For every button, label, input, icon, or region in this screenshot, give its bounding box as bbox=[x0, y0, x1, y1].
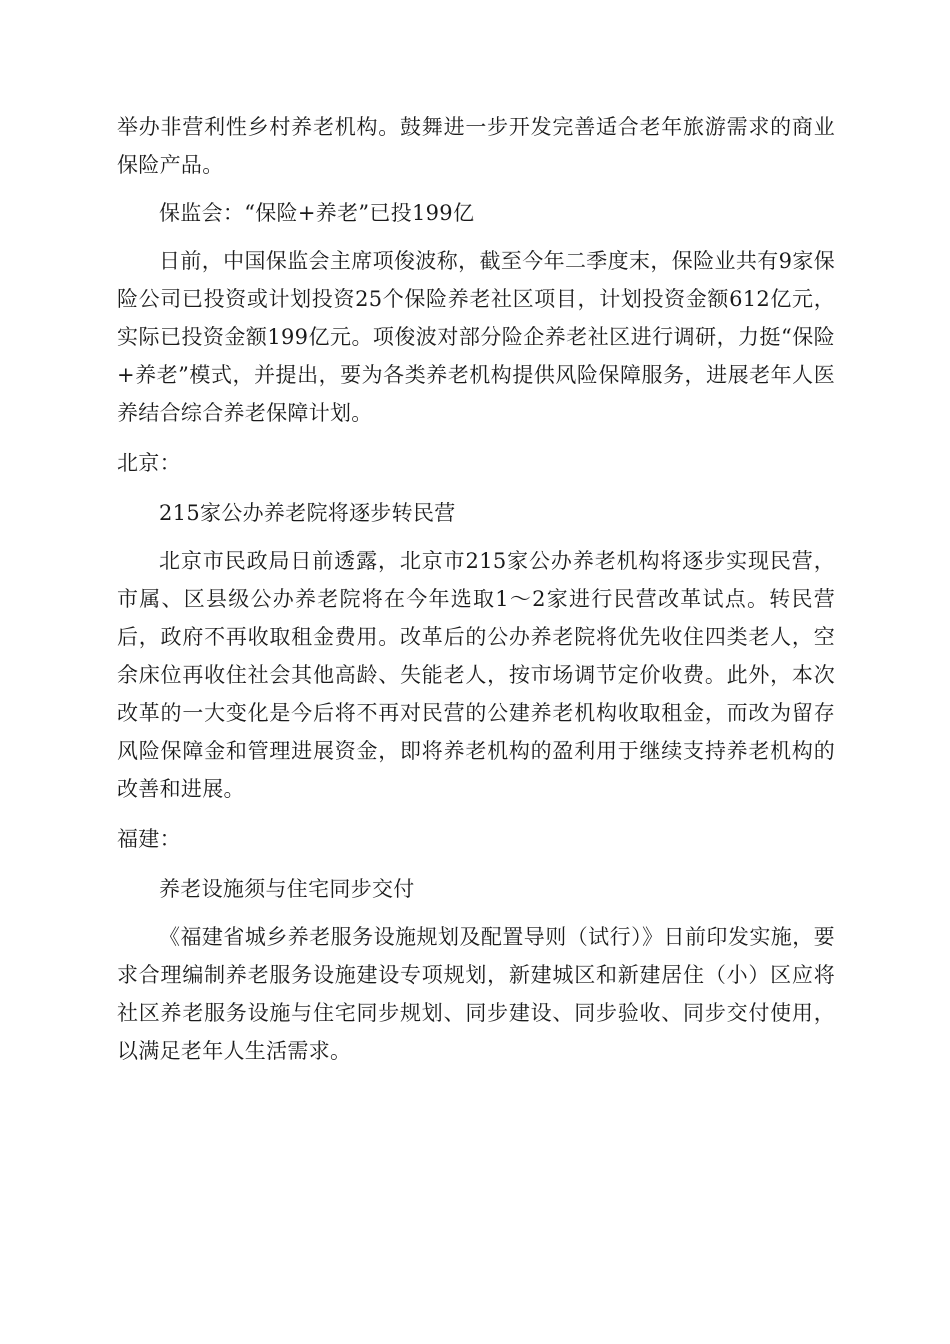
paragraph-continuation: 举办非营利性乡村养老机构。鼓舞进一步开发完善适合老年旅游需求的商业保险产品。 bbox=[117, 115, 835, 177]
paragraph-insurance-pension: 日前，中国保监会主席项俊波称，截至今年二季度末，保险业共有9家保险公司已投资或计划投资25个保险养老社区项目，计划投资金额612亿元，实际已投资金额199亿元。项俊波对部分险企养老社区进行调研，力挺“保险+养老”模式，并提出，要为各类养老机构提供风险保障服务，进展老年人医养结合综合养老保障计划。 bbox=[117, 249, 835, 425]
section-label-fujian: 福建： bbox=[117, 827, 181, 851]
headline-fujian: 养老设施须与住宅同步交付 bbox=[159, 877, 415, 901]
section-label-beijing: 北京： bbox=[117, 451, 181, 475]
paragraph-beijing: 北京市民政局日前透露，北京市215家公办养老机构将逐步实现民营，市属、区县级公办养老院将在今年选取1～2家进行民营改革试点。转民营后，政府不再收取租金费用。改革后的公办养老院将优先收住四类老人，空余床位再收住社会其他高龄、失能老人，按市场调节定价收费。此外，本次改革的一大变化是今后将不再对民营的公建养老机构收取租金，而改为留存风险保障金和管理进展资金，即将养老机构的盈利用于继续支持养老机构的改善和进展。 bbox=[117, 549, 835, 801]
headline-insurance-pension: 保监会：“保险+养老”已投199亿 bbox=[159, 201, 475, 225]
document-body bbox=[117, 108, 835, 1070]
paragraph-fujian: 《福建省城乡养老服务设施规划及配置导则（试行）》日前印发实施，要求合理编制养老服务设施建设专项规划，新建城区和新建居住（小）区应将社区养老服务设施与住宅同步规划、同步建设、同步验收、同步交付使用，以满足老年人生活需求。 bbox=[117, 925, 835, 1063]
headline-beijing: 215家公办养老院将逐步转民营 bbox=[159, 501, 456, 525]
